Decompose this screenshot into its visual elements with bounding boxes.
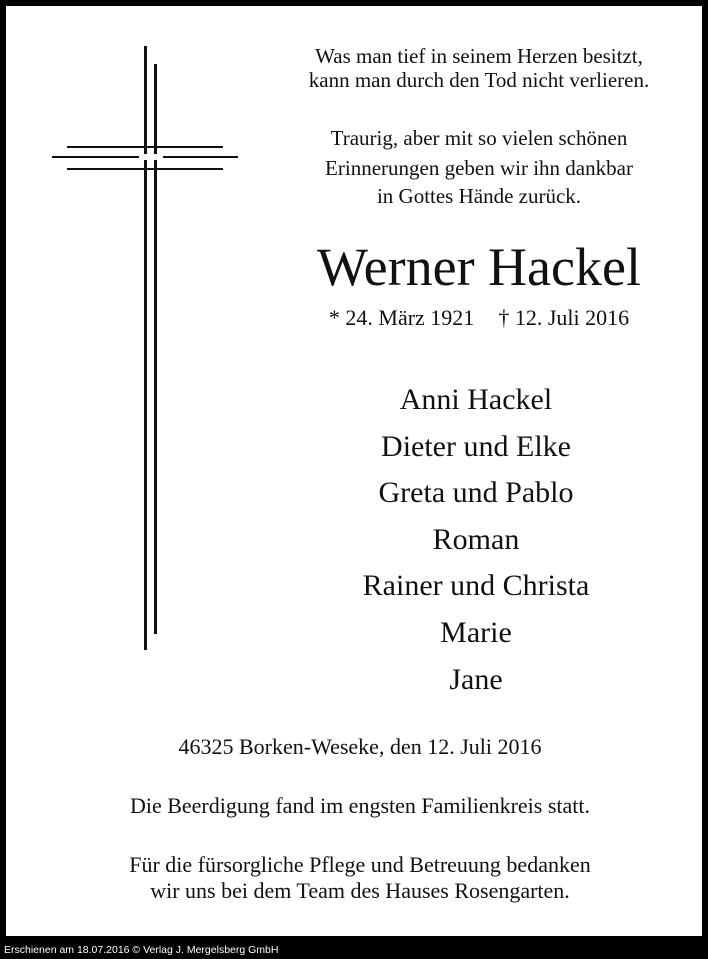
mourner-name: Rainer und Christa xyxy=(362,569,590,603)
quote-line-2: kann man durch den Tod nicht verlieren. xyxy=(308,68,650,92)
mourner-name: Marie xyxy=(440,615,512,649)
dedication-line-3: in Gottes Hände zurück. xyxy=(376,184,582,208)
birth-date: * 24. März 1921 xyxy=(328,305,475,330)
mourner-name: Dieter und Elke xyxy=(381,429,571,463)
publication-footer: Erschienen am 18.07.2016 © Verlag J. Mergelsberg GmbH xyxy=(4,944,279,956)
mourner-name: Jane xyxy=(449,662,503,696)
dedication-line-2: Erinnerungen geben wir ihn dankbar xyxy=(325,156,633,180)
mourners-list xyxy=(286,377,666,703)
deceased-name: Werner Hackel xyxy=(317,237,641,297)
quote-line-1: Was man tief in seinem Herzen besitzt, xyxy=(315,44,643,68)
thanks-line-1: Für die fürsorgliche Pflege und Betreuung bedanken xyxy=(129,852,591,877)
mourner-name: Anni Hackel xyxy=(399,383,553,416)
dedication-line-1: Traurig, aber mit so vielen schönen xyxy=(330,126,628,150)
mourner-name: Greta und Pablo xyxy=(378,476,574,510)
place-and-date: 46325 Borken-Weseke, den 12. Juli 2016 xyxy=(178,734,542,759)
mourner-name: Roman xyxy=(432,522,520,556)
life-dates xyxy=(279,305,679,331)
death-date: † 12. Juli 2016 xyxy=(498,305,630,330)
funeral-note: Die Beerdigung fand im engsten Familienkreis statt. xyxy=(129,793,591,818)
obituary-card xyxy=(6,6,702,936)
thanks-line-2: wir uns bei dem Team des Hauses Rosengarten. xyxy=(150,878,570,903)
